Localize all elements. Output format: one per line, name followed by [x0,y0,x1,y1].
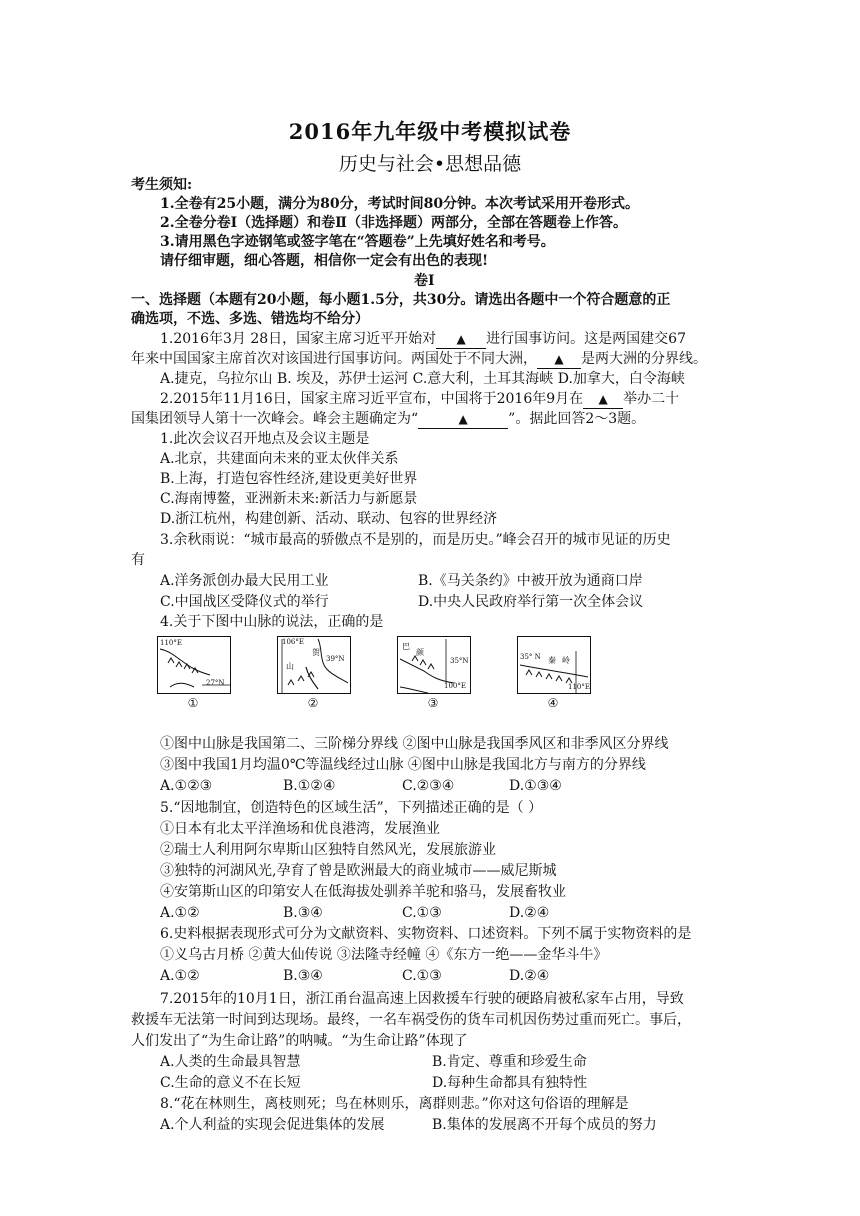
q2-text-b: 举办二十 [623,391,680,407]
q1-options: A.捷克，乌拉尔山 B. 埃及，苏伊士运河 C.意大利，土耳其海峡 D.加拿大，白令海峡 [160,371,685,387]
map-3 [397,636,471,694]
map-4-label-lon: 110°E [568,683,590,691]
exam-subtitle: 历史与社会•思想品德 [338,153,522,175]
q5-item-2: ②瑞士人利用阿尔卑斯山区独特自然风光，发展旅游业 [160,842,496,858]
exam-title: 2016年九年级中考模拟试卷 [288,119,572,144]
q7-option-c: C.生命的意义不在长短 [160,1075,301,1091]
q3-line1: 3.余秋雨说：“城市最高的骄傲点不是别的，而是历史。”峰会召开的城市见证的历史 [160,532,671,548]
q4-option-a: A.①②③ [160,778,213,794]
q2-option-b: B.上海，打造包容性经济,建设更美好世界 [160,471,418,487]
q1-text-c: 年来中国国家主席首次对该国进行国事访问。两国处于不同大洲， [131,351,537,367]
q5-option-d: D.②④ [509,905,550,921]
notice-item-4: 请仔细审题，细心答题，相信你一定会有出色的表现! [160,253,489,269]
q5-item-3: ③独特的河湖风光,孕育了曾是欧洲最大的商业城市——威尼斯城 [160,863,557,879]
notice-heading: 考生须知: [131,177,193,193]
map-2 [277,636,351,694]
map-4 [517,636,591,694]
q1-blank-1 [436,330,486,349]
q8-option-b: B.集体的发展离不开每个成员的努力 [432,1117,657,1133]
map-3-number: ③ [427,696,439,710]
q1-text-b: 进行国事访问。这是两国建交67 [486,331,686,347]
q1-blank-2 [537,350,581,369]
q2-text-a: 2.2015年11月16日，国家主席习近平宣布，中国将于2016年9月在 [160,391,584,407]
q6-option-d: D.②④ [509,968,550,984]
q1-text-a: 1.2016年3月 28日，国家主席习近平开始对 [160,331,437,347]
q5-option-c: C.①③ [402,905,442,921]
q2-option-a: A.北京，共建面向未来的亚太伙伴关系 [160,451,399,467]
q4-stem: 4.关于下图中山脉的说法，正确的是 [160,614,384,630]
q4-statement-2: ③图中我国1月均温0℃等温线经过山脉 ④图中山脉是我国北方与南方的分界线 [160,757,646,773]
q5-item-1: ①日本有北太平洋渔场和优良港湾，发展渔业 [160,821,440,837]
q3-option-a: A.洋务派创办最大民用工业 [160,573,329,589]
notice-item-2: 2.全卷分卷Ⅰ（选择题）和卷Ⅱ（非选择题）两部分，全部在答题卷上作答。 [160,215,627,231]
map-3-label-yan: 颜 [416,648,424,657]
q2-stem: 1.此次会议召开地点及会议主题是 [160,431,370,447]
blank-triangle: ▲ [598,392,608,406]
map-3-label-ba: 巴 [402,642,410,651]
section-heading-line1: 一、选择题（本题有20小题，每小题1.5分，共30分。请选出各题中一个符合题意的正 [131,292,671,308]
map-3-label-lon: 100°E [444,682,466,690]
q7-option-b: B.肯定、尊重和珍爱生命 [432,1054,587,1070]
map-4-label-lat: 35° N [520,653,541,661]
q4-map-figures [153,636,713,728]
q3-option-c: C.中国战区受降仪式的举行 [160,594,329,610]
volume-label: 卷Ⅰ [414,273,435,289]
q2-blank-1 [583,390,623,409]
map-2-label-shan: 山 [286,662,294,671]
q6-stem: 6.史料根据表现形式可分为文献资料、实物资料、口述资料。下列不属于实物资料的是 [160,926,692,942]
map-3-label-lat: 35°N [450,657,469,665]
q8-option-a: A.个人利益的实现会促进集体的发展 [160,1117,385,1133]
q2-option-d: D.浙江杭州，构建创新、活动、联动、包容的世界经济 [160,511,498,527]
q1-line1 [160,330,686,349]
q1-text-d: 是两大洲的分界线。 [581,351,707,367]
q6-option-c: C.①③ [402,968,442,984]
q2-line1 [160,390,679,409]
q4-statement-1: ①图中山脉是我国第二、三阶梯分界线 ②图中山脉是我国季风区和非季风区分界线 [160,736,669,752]
map-2-label-lon: 106°E [282,638,304,646]
q4-option-c: C.②③④ [402,778,455,794]
q2-text-c: 国集团领导人第十一次峰会。峰会主题确定为“ [131,411,419,427]
q3-line2: 有 [131,552,145,568]
q2-line2 [131,410,645,429]
map-1-label-lat: 27°N [206,679,225,687]
q6-option-b: B.③④ [283,968,323,984]
blank-triangle: ▲ [554,352,564,366]
map-1-label-lon: 110°E [160,639,182,647]
map-4-number: ④ [547,696,559,710]
q8-stem: 8.“花在林则生，离枝则死；鸟在林则乐，离群则悲。”你对这句俗语的理解是 [160,1096,629,1112]
notice-item-3: 3.请用黑色字迹钢笔或签字笔在“答题卷”上先填好姓名和考号。 [160,234,555,250]
q5-option-b: B.③④ [283,905,323,921]
q7-line1: 7.2015年的10月1日，浙江甬台温高速上因救援车行驶的硬路肩被私家车占用，导致 [160,991,684,1007]
map-1 [157,636,231,694]
map-1-number: ① [187,696,199,710]
q1-line2 [131,350,707,369]
q2-text-d: ”。据此回答2～3题。 [508,411,646,427]
q4-option-b: B.①②④ [283,778,336,794]
q2-option-c: C.海南博鳌，亚洲新未来:新活力与新愿景 [160,491,418,507]
q7-line3: 人们发出了“为生命让路”的呐喊。“为生命让路”体现了 [131,1033,468,1049]
q7-line2: 救援车无法第一时间到达现场。最终，一名车祸受伤的货车司机因伤势过重而死亡。事后， [131,1012,691,1028]
q6-option-a: A.①② [160,968,200,984]
q3-option-d: D.中央人民政府举行第一次全体会议 [418,594,644,610]
map-2-label-he: 贺 [312,648,320,657]
q2-blank-2 [418,410,508,429]
q5-item-4: ④安第斯山区的印第安人在低海拔处驯养羊驼和骆马，发展畜牧业 [160,884,566,900]
q6-items: ①义乌古月桥 ②黄大仙传说 ③法隆寺经幢 ④《东方一绝——金华斗牛》 [160,947,608,963]
blank-triangle: ▲ [458,412,468,426]
q5-stem: 5.“因地制宜，创造特色的区域生活”，下列描述正确的是（ ） [160,800,543,816]
q7-option-a: A.人类的生命最具智慧 [160,1054,301,1070]
q5-option-a: A.①② [160,905,200,921]
q3-option-b: B.《马关条约》中被开放为通商口岸 [418,573,643,589]
map-2-number: ② [307,696,319,710]
notice-item-1: 1.全卷有25小题，满分为80分，考试时间80分钟。本次考试采用开卷形式。 [160,196,640,212]
map-4-label-qin: 秦 [548,656,556,665]
section-heading-line2: 确选项，不选、多选、错选均不给分） [131,311,369,327]
map-4-label-ling: 岭 [562,656,570,665]
q7-option-d: D.每种生命都具有独特性 [432,1075,588,1091]
blank-triangle: ▲ [456,332,466,346]
map-2-label-lat: 39°N [326,655,345,663]
q4-option-d: D.①③④ [509,778,562,794]
